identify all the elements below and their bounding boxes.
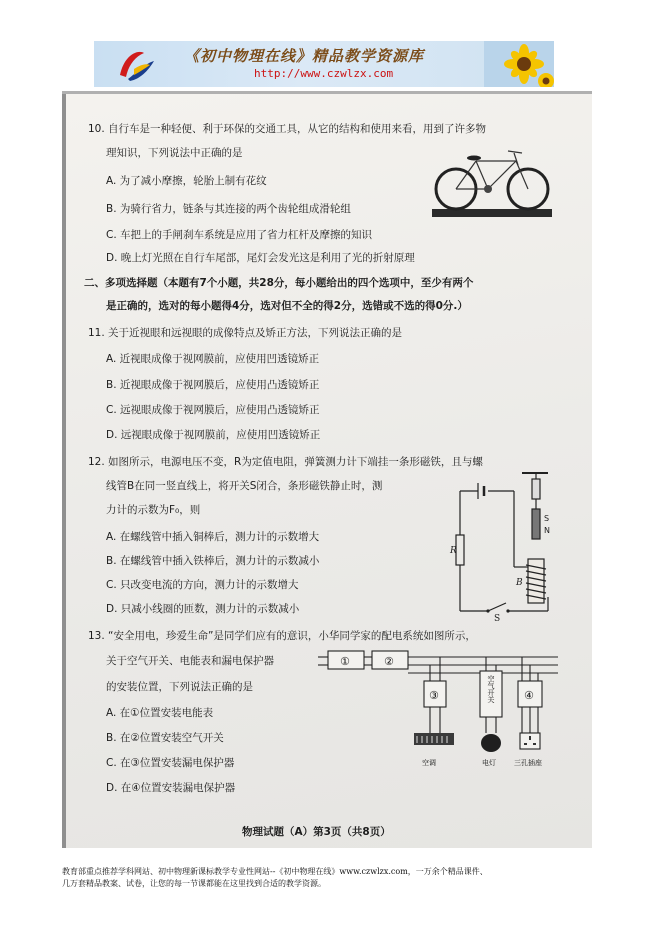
- q10-option-c: C. 车把上的手闸刹车系统是应用了省力杠杆及摩擦的知识: [106, 229, 373, 241]
- q13-box-4: ④: [524, 689, 534, 702]
- q13-switch-label: 空气开关: [487, 675, 495, 703]
- section2-heading-line1: 二、多项选择题（本题有7个小题，共28分，每小题给出的四个选项中，至少有两个: [84, 277, 474, 289]
- q12-stem-line1: 12. 如图所示，电源电压不变，R为定值电阻，弹簧测力计下端挂一条形磁铁，且与螺: [88, 456, 483, 468]
- q13-stem-line2: 关于空气开关、电能表和漏电保护器: [106, 655, 274, 667]
- q11-option-d: D. 远视眼成像于视网膜前，应使用凹透镜矫正: [106, 429, 321, 441]
- q13-stem-line3: 的安装位置，下列说法正确的是: [106, 681, 253, 693]
- q13-box-1: ①: [340, 655, 350, 668]
- exam-page-footer: 物理试题（A）第3页（共8页）: [242, 826, 391, 838]
- exam-page-photo: [62, 91, 592, 848]
- q12-label-magnet-S: S: [544, 514, 550, 523]
- banner-url[interactable]: http://www.czwlzx.com: [254, 67, 394, 80]
- q12-option-c: C. 只改变电流的方向，测力计的示数增大: [106, 579, 299, 591]
- sunflower-icon: [484, 41, 554, 87]
- q13-distribution-diagram: [318, 649, 580, 777]
- q10-option-a: A. 为了减小摩擦，轮胎上制有花纹: [106, 175, 267, 187]
- section2-heading-line2: 是正确的，选对的每小题得4分，选对但不全的得2分，选错或不选的得0分.）: [106, 300, 468, 312]
- q13-box-3: ③: [429, 689, 439, 702]
- q11-stem: 11. 关于近视眼和远视眼的成像特点及矫正方法，下列说法正确的是: [88, 327, 403, 339]
- q13-option-b: B. 在②位置安装空气开关: [106, 732, 224, 744]
- q10-stem-line1: 10. 自行车是一种轻便、利于环保的交通工具，从它的结构和使用来看，用到了许多物: [88, 123, 487, 135]
- site-footer-line2: 几万套精品教案、试卷，让您的每一节课都能在这里找到合适的教学资源。: [62, 879, 326, 888]
- q12-label-magnet-N: N: [544, 526, 550, 535]
- page-edge-shadow: [62, 91, 66, 848]
- banner-title: 《初中物理在线》精品教学资源库: [184, 47, 425, 65]
- q12-option-a: A. 在螺线管中插入铜棒后，测力计的示数增大: [106, 531, 320, 543]
- lamp-icon: [481, 734, 501, 752]
- q10-option-b: B. 为骑行省力，链条与其连接的两个齿轮组成滑轮组: [106, 203, 351, 215]
- q13-appliance-lamp: 电灯: [482, 759, 496, 767]
- q10-stem-line2: 理知识，下列说法中正确的是: [106, 147, 243, 159]
- air-conditioner-icon: [414, 733, 454, 745]
- q12-circuit-diagram: [450, 471, 560, 624]
- q11-option-b: B. 近视眼成像于视网膜后，应使用凸透镜矫正: [106, 379, 320, 391]
- q13-appliance-socket: 三孔插座: [514, 759, 542, 767]
- site-logo-icon: [114, 45, 158, 83]
- q13-option-a: A. 在①位置安装电能表: [106, 707, 214, 719]
- q12-option-b: B. 在螺线管中插入铁棒后，测力计的示数减小: [106, 555, 320, 567]
- site-banner: [94, 41, 554, 87]
- q12-label-switch-S: S: [494, 614, 501, 624]
- q12-label-R: R: [450, 546, 457, 556]
- site-footer-line1: 教育部重点推荐学科网站、初中物理新课标教学专业性网站--《初中物理在线》www.czwlzx.com，一万余个精品课件、: [62, 867, 488, 876]
- q12-stem-line3: 力计的示数为F₀，则: [106, 504, 201, 516]
- q13-option-d: D. 在④位置安装漏电保护器: [106, 782, 236, 794]
- q13-appliance-aircon: 空调: [422, 759, 436, 767]
- q13-box-2: ②: [384, 655, 394, 668]
- bicycle-figure: [432, 143, 552, 223]
- q12-label-B: B: [516, 578, 523, 588]
- q11-option-a: A. 近视眼成像于视网膜前，应使用凹透镜矫正: [106, 353, 320, 365]
- q12-stem-line2: 线管B在同一竖直线上，将开关S闭合，条形磁铁静止时，测: [106, 480, 383, 492]
- page-top-edge: [62, 91, 592, 94]
- q13-stem-line1: 13. “安全用电，珍爱生命”是同学们应有的意识，小华同学家的配电系统如图所示，: [88, 630, 476, 642]
- q13-option-c: C. 在③位置安装漏电保护器: [106, 757, 235, 769]
- q11-option-c: C. 远视眼成像于视网膜后，应使用凸透镜矫正: [106, 404, 320, 416]
- q10-option-d: D. 晚上灯光照在自行车尾部，尾灯会发光这是利用了光的折射原理: [106, 252, 415, 264]
- q12-option-d: D. 只减小线圈的匝数，测力计的示数减小: [106, 603, 300, 615]
